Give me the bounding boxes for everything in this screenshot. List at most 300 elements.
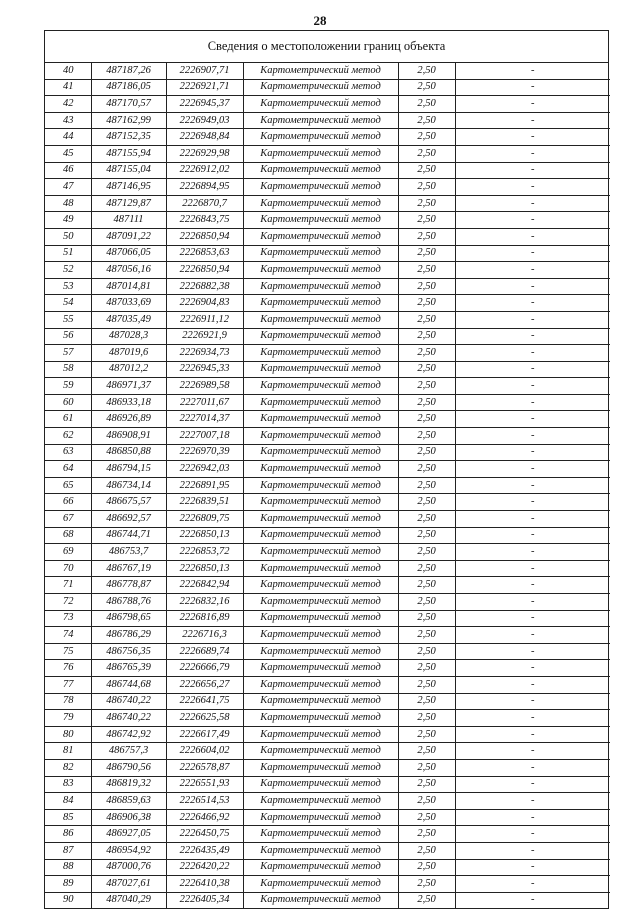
accuracy-value: 2,50 bbox=[398, 411, 455, 428]
determination-method: Картометрический метод bbox=[243, 710, 398, 727]
determination-method: Картометрический метод bbox=[243, 560, 398, 577]
accuracy-value: 2,50 bbox=[398, 295, 455, 312]
point-number: 53 bbox=[45, 278, 91, 295]
table-row bbox=[45, 129, 610, 146]
table-row bbox=[45, 278, 610, 295]
accuracy-value: 2,50 bbox=[398, 610, 455, 627]
point-number: 49 bbox=[45, 212, 91, 229]
accuracy-value: 2,50 bbox=[398, 96, 455, 113]
note: - bbox=[455, 577, 610, 594]
coordinate-x: 486675,57 bbox=[91, 494, 166, 511]
accuracy-value: 2,50 bbox=[398, 262, 455, 279]
point-number: 84 bbox=[45, 793, 91, 810]
note: - bbox=[455, 527, 610, 544]
coordinate-x: 486742,92 bbox=[91, 726, 166, 743]
coordinate-x: 486933,18 bbox=[91, 394, 166, 411]
point-number: 62 bbox=[45, 428, 91, 445]
determination-method: Картометрический метод bbox=[243, 278, 398, 295]
table-row bbox=[45, 311, 610, 328]
accuracy-value: 2,50 bbox=[398, 511, 455, 528]
determination-method: Картометрический метод bbox=[243, 378, 398, 395]
coordinate-y: 2226809,75 bbox=[166, 511, 243, 528]
coordinate-x: 486859,63 bbox=[91, 793, 166, 810]
table-row bbox=[45, 710, 610, 727]
determination-method: Картометрический метод bbox=[243, 643, 398, 660]
coordinate-y: 2226970,39 bbox=[166, 444, 243, 461]
table-row bbox=[45, 79, 610, 96]
note: - bbox=[455, 560, 610, 577]
table-row bbox=[45, 112, 610, 129]
page-number: 28 bbox=[313, 13, 327, 28]
accuracy-value: 2,50 bbox=[398, 859, 455, 876]
accuracy-value: 2,50 bbox=[398, 345, 455, 362]
coordinate-x: 486786,29 bbox=[91, 627, 166, 644]
table-row bbox=[45, 560, 610, 577]
note: - bbox=[455, 295, 610, 312]
coordinate-x: 486734,14 bbox=[91, 477, 166, 494]
coordinate-x: 486753,7 bbox=[91, 544, 166, 561]
determination-method: Картометрический метод bbox=[243, 345, 398, 362]
note: - bbox=[455, 428, 610, 445]
table-row bbox=[45, 743, 610, 760]
accuracy-value: 2,50 bbox=[398, 560, 455, 577]
determination-method: Картометрический метод bbox=[243, 610, 398, 627]
table-row bbox=[45, 577, 610, 594]
coordinates-table bbox=[45, 63, 610, 908]
determination-method: Картометрический метод bbox=[243, 494, 398, 511]
point-number: 59 bbox=[45, 378, 91, 395]
note: - bbox=[455, 544, 610, 561]
note: - bbox=[455, 643, 610, 660]
coordinate-y: 2226410,38 bbox=[166, 876, 243, 893]
point-number: 87 bbox=[45, 842, 91, 859]
coordinate-y: 2226850,13 bbox=[166, 560, 243, 577]
coordinate-y: 2226894,95 bbox=[166, 179, 243, 196]
accuracy-value: 2,50 bbox=[398, 361, 455, 378]
note: - bbox=[455, 876, 610, 893]
accuracy-value: 2,50 bbox=[398, 278, 455, 295]
note: - bbox=[455, 162, 610, 179]
coordinate-y: 2226514,53 bbox=[166, 793, 243, 810]
coordinate-x: 486744,71 bbox=[91, 527, 166, 544]
accuracy-value: 2,50 bbox=[398, 544, 455, 561]
coordinate-y: 2226435,49 bbox=[166, 842, 243, 859]
point-number: 51 bbox=[45, 245, 91, 262]
point-number: 48 bbox=[45, 195, 91, 212]
table-row bbox=[45, 378, 610, 395]
table-row bbox=[45, 461, 610, 478]
accuracy-value: 2,50 bbox=[398, 212, 455, 229]
note: - bbox=[455, 311, 610, 328]
table-row bbox=[45, 345, 610, 362]
coordinate-x: 486790,56 bbox=[91, 759, 166, 776]
note: - bbox=[455, 627, 610, 644]
accuracy-value: 2,50 bbox=[398, 179, 455, 196]
table-row bbox=[45, 179, 610, 196]
point-number: 61 bbox=[45, 411, 91, 428]
determination-method: Картометрический метод bbox=[243, 544, 398, 561]
note: - bbox=[455, 859, 610, 876]
point-number: 77 bbox=[45, 676, 91, 693]
point-number: 67 bbox=[45, 511, 91, 528]
coordinate-y: 2226934,73 bbox=[166, 345, 243, 362]
determination-method: Картометрический метод bbox=[243, 162, 398, 179]
accuracy-value: 2,50 bbox=[398, 776, 455, 793]
table-row bbox=[45, 842, 610, 859]
table-row bbox=[45, 876, 610, 893]
note: - bbox=[455, 726, 610, 743]
coordinate-x: 487066,05 bbox=[91, 245, 166, 262]
point-number: 79 bbox=[45, 710, 91, 727]
point-number: 58 bbox=[45, 361, 91, 378]
point-number: 41 bbox=[45, 79, 91, 96]
note: - bbox=[455, 477, 610, 494]
coordinate-y: 2226666,79 bbox=[166, 660, 243, 677]
point-number: 54 bbox=[45, 295, 91, 312]
coordinate-x: 486757,3 bbox=[91, 743, 166, 760]
accuracy-value: 2,50 bbox=[398, 627, 455, 644]
coordinate-x: 487091,22 bbox=[91, 228, 166, 245]
point-number: 81 bbox=[45, 743, 91, 760]
point-number: 72 bbox=[45, 594, 91, 611]
table-row bbox=[45, 892, 610, 908]
accuracy-value: 2,50 bbox=[398, 328, 455, 345]
note: - bbox=[455, 759, 610, 776]
note: - bbox=[455, 328, 610, 345]
note: - bbox=[455, 262, 610, 279]
table-row bbox=[45, 195, 610, 212]
table-row bbox=[45, 826, 610, 843]
coordinate-y: 2226929,98 bbox=[166, 145, 243, 162]
coordinate-y: 2226716,3 bbox=[166, 627, 243, 644]
accuracy-value: 2,50 bbox=[398, 245, 455, 262]
coordinate-x: 486756,35 bbox=[91, 643, 166, 660]
coordinate-x: 487129,87 bbox=[91, 195, 166, 212]
table-row bbox=[45, 660, 610, 677]
coordinate-y: 2226912,02 bbox=[166, 162, 243, 179]
coordinate-y: 2226850,94 bbox=[166, 262, 243, 279]
coordinate-y: 2226816,89 bbox=[166, 610, 243, 627]
coordinate-x: 486798,65 bbox=[91, 610, 166, 627]
coordinate-y: 2226945,33 bbox=[166, 361, 243, 378]
table-row bbox=[45, 527, 610, 544]
point-number: 43 bbox=[45, 112, 91, 129]
table-row bbox=[45, 295, 610, 312]
coordinate-x: 487187,26 bbox=[91, 63, 166, 79]
determination-method: Картометрический метод bbox=[243, 511, 398, 528]
accuracy-value: 2,50 bbox=[398, 311, 455, 328]
coordinate-x: 486744,68 bbox=[91, 676, 166, 693]
note: - bbox=[455, 660, 610, 677]
note: - bbox=[455, 145, 610, 162]
determination-method: Картометрический метод bbox=[243, 743, 398, 760]
coordinate-y: 2226405,34 bbox=[166, 892, 243, 908]
note: - bbox=[455, 96, 610, 113]
table-row bbox=[45, 262, 610, 279]
determination-method: Картометрический метод bbox=[243, 577, 398, 594]
table-row bbox=[45, 859, 610, 876]
coordinate-y: 2226948,84 bbox=[166, 129, 243, 146]
accuracy-value: 2,50 bbox=[398, 477, 455, 494]
table-row bbox=[45, 228, 610, 245]
coordinate-y: 2226839,51 bbox=[166, 494, 243, 511]
accuracy-value: 2,50 bbox=[398, 693, 455, 710]
table-row bbox=[45, 594, 610, 611]
coordinate-x: 487028,3 bbox=[91, 328, 166, 345]
coordinate-y: 2226904,83 bbox=[166, 295, 243, 312]
determination-method: Картометрический метод bbox=[243, 328, 398, 345]
coordinate-x: 487012,2 bbox=[91, 361, 166, 378]
point-number: 60 bbox=[45, 394, 91, 411]
coordinate-x: 486794,15 bbox=[91, 461, 166, 478]
accuracy-value: 2,50 bbox=[398, 494, 455, 511]
coordinate-x: 486926,89 bbox=[91, 411, 166, 428]
table-row bbox=[45, 494, 610, 511]
note: - bbox=[455, 693, 610, 710]
determination-method: Картометрический метод bbox=[243, 676, 398, 693]
point-number: 56 bbox=[45, 328, 91, 345]
determination-method: Картометрический метод bbox=[243, 96, 398, 113]
coordinate-x: 487155,94 bbox=[91, 145, 166, 162]
coordinate-y: 2226853,72 bbox=[166, 544, 243, 561]
table-row bbox=[45, 394, 610, 411]
coordinate-y: 2226843,75 bbox=[166, 212, 243, 229]
determination-method: Картометрический метод bbox=[243, 876, 398, 893]
table-row bbox=[45, 444, 610, 461]
point-number: 80 bbox=[45, 726, 91, 743]
coordinate-x: 486908,91 bbox=[91, 428, 166, 445]
accuracy-value: 2,50 bbox=[398, 79, 455, 96]
accuracy-value: 2,50 bbox=[398, 162, 455, 179]
table-row bbox=[45, 328, 610, 345]
accuracy-value: 2,50 bbox=[398, 63, 455, 79]
note: - bbox=[455, 378, 610, 395]
point-number: 90 bbox=[45, 892, 91, 908]
note: - bbox=[455, 461, 610, 478]
coordinate-x: 487186,05 bbox=[91, 79, 166, 96]
point-number: 55 bbox=[45, 311, 91, 328]
table-row bbox=[45, 212, 610, 229]
note: - bbox=[455, 842, 610, 859]
accuracy-value: 2,50 bbox=[398, 228, 455, 245]
coordinate-y: 2226617,49 bbox=[166, 726, 243, 743]
determination-method: Картометрический метод bbox=[243, 826, 398, 843]
coordinate-x: 487146,95 bbox=[91, 179, 166, 196]
note: - bbox=[455, 494, 610, 511]
determination-method: Картометрический метод bbox=[243, 759, 398, 776]
determination-method: Картометрический метод bbox=[243, 842, 398, 859]
section-title: Сведения о местоположении границ объекта bbox=[45, 31, 608, 63]
table-row bbox=[45, 726, 610, 743]
determination-method: Картометрический метод bbox=[243, 361, 398, 378]
point-number: 64 bbox=[45, 461, 91, 478]
coordinate-x: 487170,57 bbox=[91, 96, 166, 113]
accuracy-value: 2,50 bbox=[398, 842, 455, 859]
accuracy-value: 2,50 bbox=[398, 793, 455, 810]
accuracy-value: 2,50 bbox=[398, 743, 455, 760]
accuracy-value: 2,50 bbox=[398, 577, 455, 594]
accuracy-value: 2,50 bbox=[398, 826, 455, 843]
coordinate-y: 2226907,71 bbox=[166, 63, 243, 79]
point-number: 52 bbox=[45, 262, 91, 279]
determination-method: Картометрический метод bbox=[243, 892, 398, 908]
note: - bbox=[455, 212, 610, 229]
accuracy-value: 2,50 bbox=[398, 444, 455, 461]
point-number: 46 bbox=[45, 162, 91, 179]
table-row bbox=[45, 776, 610, 793]
coordinate-y: 2226466,92 bbox=[166, 809, 243, 826]
note: - bbox=[455, 743, 610, 760]
point-number: 47 bbox=[45, 179, 91, 196]
point-number: 70 bbox=[45, 560, 91, 577]
accuracy-value: 2,50 bbox=[398, 676, 455, 693]
coordinate-x: 486906,38 bbox=[91, 809, 166, 826]
note: - bbox=[455, 610, 610, 627]
table-row bbox=[45, 428, 610, 445]
coordinate-x: 486850,88 bbox=[91, 444, 166, 461]
coordinate-x: 487040,29 bbox=[91, 892, 166, 908]
boundary-sheet bbox=[44, 30, 609, 909]
table-row bbox=[45, 63, 610, 79]
coordinate-x: 486740,22 bbox=[91, 693, 166, 710]
determination-method: Картометрический метод bbox=[243, 809, 398, 826]
determination-method: Картометрический метод bbox=[243, 477, 398, 494]
coordinate-y: 2226832,16 bbox=[166, 594, 243, 611]
point-number: 44 bbox=[45, 129, 91, 146]
determination-method: Картометрический метод bbox=[243, 129, 398, 146]
accuracy-value: 2,50 bbox=[398, 195, 455, 212]
accuracy-value: 2,50 bbox=[398, 145, 455, 162]
determination-method: Картометрический метод bbox=[243, 212, 398, 229]
coordinate-x: 486819,32 bbox=[91, 776, 166, 793]
determination-method: Картометрический метод bbox=[243, 527, 398, 544]
coordinate-y: 2226989,58 bbox=[166, 378, 243, 395]
coordinate-y: 2226921,71 bbox=[166, 79, 243, 96]
coordinate-x: 487056,16 bbox=[91, 262, 166, 279]
table-row bbox=[45, 96, 610, 113]
table-row bbox=[45, 627, 610, 644]
coordinate-x: 486971,37 bbox=[91, 378, 166, 395]
table-row bbox=[45, 809, 610, 826]
table-row bbox=[45, 477, 610, 494]
coordinate-y: 2226625,58 bbox=[166, 710, 243, 727]
coordinate-x: 486765,39 bbox=[91, 660, 166, 677]
determination-method: Картометрический метод bbox=[243, 411, 398, 428]
coordinate-y: 2226942,03 bbox=[166, 461, 243, 478]
coordinate-x: 487014,81 bbox=[91, 278, 166, 295]
note: - bbox=[455, 245, 610, 262]
determination-method: Картометрический метод bbox=[243, 245, 398, 262]
accuracy-value: 2,50 bbox=[398, 726, 455, 743]
determination-method: Картометрический метод bbox=[243, 660, 398, 677]
coordinate-y: 2226656,27 bbox=[166, 676, 243, 693]
coordinate-y: 2227007,18 bbox=[166, 428, 243, 445]
coordinate-x: 486692,57 bbox=[91, 511, 166, 528]
note: - bbox=[455, 892, 610, 908]
point-number: 76 bbox=[45, 660, 91, 677]
coordinate-y: 2226945,37 bbox=[166, 96, 243, 113]
determination-method: Картометрический метод bbox=[243, 428, 398, 445]
coordinates-table-body bbox=[45, 63, 610, 908]
note: - bbox=[455, 63, 610, 79]
accuracy-value: 2,50 bbox=[398, 876, 455, 893]
accuracy-value: 2,50 bbox=[398, 660, 455, 677]
coordinate-x: 487035,49 bbox=[91, 311, 166, 328]
table-row bbox=[45, 643, 610, 660]
coordinate-x: 487000,76 bbox=[91, 859, 166, 876]
point-number: 65 bbox=[45, 477, 91, 494]
determination-method: Картометрический метод bbox=[243, 228, 398, 245]
coordinate-y: 2226853,63 bbox=[166, 245, 243, 262]
point-number: 66 bbox=[45, 494, 91, 511]
coordinate-y: 2227011,67 bbox=[166, 394, 243, 411]
accuracy-value: 2,50 bbox=[398, 428, 455, 445]
coordinate-y: 2226891,95 bbox=[166, 477, 243, 494]
point-number: 57 bbox=[45, 345, 91, 362]
accuracy-value: 2,50 bbox=[398, 759, 455, 776]
accuracy-value: 2,50 bbox=[398, 643, 455, 660]
note: - bbox=[455, 361, 610, 378]
coordinate-y: 2227014,37 bbox=[166, 411, 243, 428]
coordinate-x: 487155,04 bbox=[91, 162, 166, 179]
point-number: 89 bbox=[45, 876, 91, 893]
determination-method: Картометрический метод bbox=[243, 693, 398, 710]
coordinate-y: 2226842,94 bbox=[166, 577, 243, 594]
coordinate-y: 2226551,93 bbox=[166, 776, 243, 793]
point-number: 85 bbox=[45, 809, 91, 826]
coordinate-y: 2226882,38 bbox=[166, 278, 243, 295]
point-number: 42 bbox=[45, 96, 91, 113]
point-number: 73 bbox=[45, 610, 91, 627]
table-row bbox=[45, 610, 610, 627]
determination-method: Картометрический метод bbox=[243, 627, 398, 644]
determination-method: Картометрический метод bbox=[243, 145, 398, 162]
coordinate-x: 486927,05 bbox=[91, 826, 166, 843]
point-number: 82 bbox=[45, 759, 91, 776]
note: - bbox=[455, 809, 610, 826]
accuracy-value: 2,50 bbox=[398, 594, 455, 611]
table-row bbox=[45, 361, 610, 378]
note: - bbox=[455, 79, 610, 96]
coordinate-x: 487019,6 bbox=[91, 345, 166, 362]
note: - bbox=[455, 228, 610, 245]
note: - bbox=[455, 394, 610, 411]
note: - bbox=[455, 129, 610, 146]
note: - bbox=[455, 345, 610, 362]
determination-method: Картометрический метод bbox=[243, 112, 398, 129]
coordinate-x: 486778,87 bbox=[91, 577, 166, 594]
coordinate-y: 2226850,94 bbox=[166, 228, 243, 245]
note: - bbox=[455, 511, 610, 528]
determination-method: Картометрический метод bbox=[243, 859, 398, 876]
table-row bbox=[45, 411, 610, 428]
coordinate-x: 487152,35 bbox=[91, 129, 166, 146]
coordinate-y: 2226450,75 bbox=[166, 826, 243, 843]
coordinate-y: 2226420,22 bbox=[166, 859, 243, 876]
point-number: 71 bbox=[45, 577, 91, 594]
note: - bbox=[455, 594, 610, 611]
point-number: 63 bbox=[45, 444, 91, 461]
determination-method: Картометрический метод bbox=[243, 195, 398, 212]
note: - bbox=[455, 179, 610, 196]
determination-method: Картометрический метод bbox=[243, 776, 398, 793]
determination-method: Картометрический метод bbox=[243, 179, 398, 196]
note: - bbox=[455, 826, 610, 843]
coordinate-y: 2226641,75 bbox=[166, 693, 243, 710]
point-number: 88 bbox=[45, 859, 91, 876]
coordinate-x: 486740,22 bbox=[91, 710, 166, 727]
note: - bbox=[455, 411, 610, 428]
